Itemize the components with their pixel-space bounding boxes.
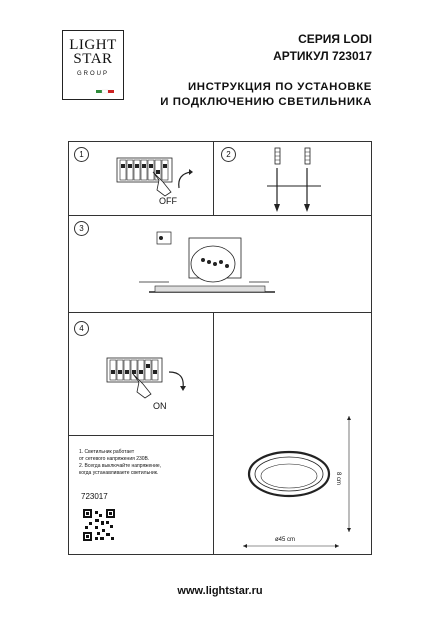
article-code: 723017 [81,492,108,501]
rotate-arrow-icon [175,168,199,192]
note-2b: когда устанавливаете светильник. [79,470,159,476]
diameter-dimension: ø45 cm [275,537,296,543]
hand-icon [129,372,159,402]
italian-flag-icon [96,90,114,93]
qr-code-icon [83,509,115,541]
wiring-diagram-icon [139,224,329,304]
note-2a: 2. Всегда выключайте напряжение, [79,463,162,469]
note-1a: 1. Светильник работает [79,449,135,455]
brand-logo [62,30,124,100]
on-label: ON [153,401,167,411]
title-line-2: И ПОДКЛЮЧЕНИЮ СВЕТИЛЬНИКА [160,96,372,108]
instruction-sheet [68,141,372,555]
article-number: АРТИКУЛ 723017 [273,49,372,63]
grid-line [69,215,371,216]
step-1-number: 1 [74,147,89,162]
series-block [273,31,372,65]
grid-line [69,435,213,436]
series-name: СЕРИЯ LODI [298,32,372,46]
screws-dowels-icon [261,146,331,212]
safety-notes [79,449,161,477]
website-url: www.lightstar.ru [177,585,263,597]
logo-line-3: GROUP [76,71,109,77]
title-line-1: ИНСТРУКЦИЯ ПО УСТАНОВКЕ [187,81,372,93]
grid-line [213,312,214,554]
grid-line [213,142,214,215]
step-4-number: 4 [74,321,89,336]
grid-line [69,312,371,313]
logo-line-2: STAR [73,51,113,67]
step-2-number: 2 [221,147,236,162]
note-1b: от сетевого напряжения 230В. [79,456,150,462]
off-label: OFF [159,196,177,206]
instruction-title [160,80,372,110]
rotate-arrow-icon [165,368,189,392]
height-dimension: 8 cm [335,472,341,486]
step-3-number: 3 [74,221,89,236]
logo-line-1: LIGHT [69,37,117,53]
